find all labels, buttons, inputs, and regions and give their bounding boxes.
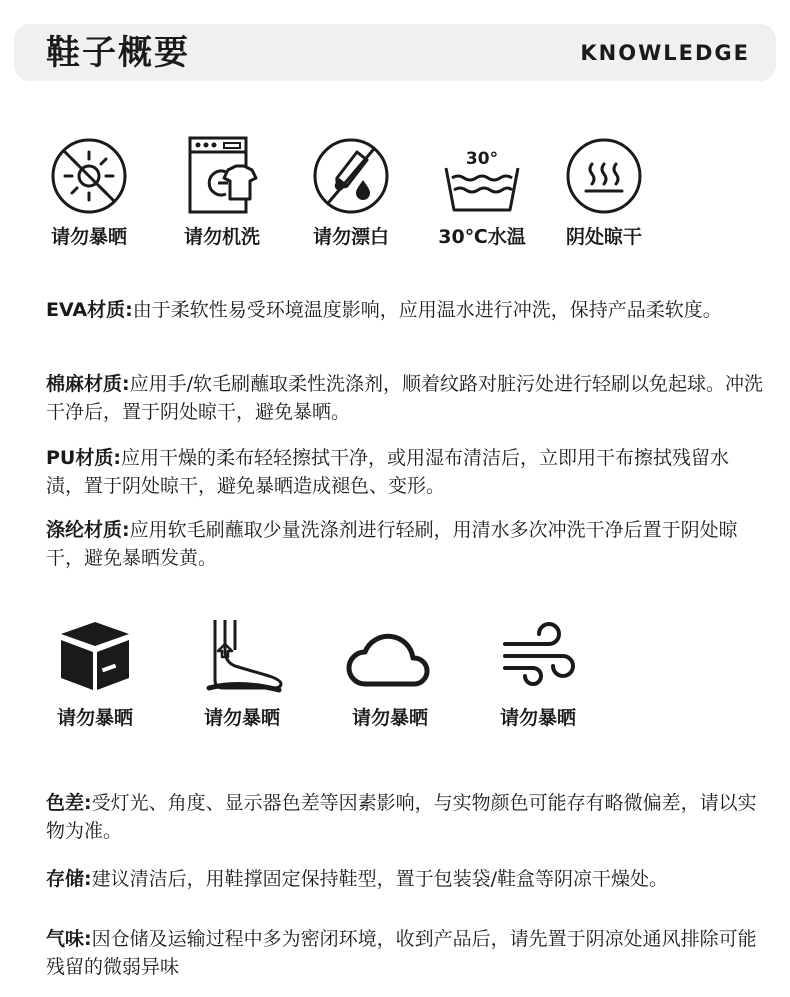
material-title: PU材质: xyxy=(46,447,121,469)
wind-icon xyxy=(493,618,583,693)
shade-dry-icon xyxy=(562,134,646,218)
page-title: 鞋子概要 xyxy=(46,33,190,73)
feature-icons-row xyxy=(0,618,790,733)
note-text: 受灯光、角度、显示器色差等因素影响，与实物颜色可能存有略微偏差，请以实物为准。 xyxy=(46,792,757,842)
care-label: 30℃水温 xyxy=(438,226,526,248)
care-item-no-sun xyxy=(24,130,154,250)
feature-item-wind xyxy=(473,618,603,733)
note-title: 存储: xyxy=(46,868,92,890)
material-text: 由于柔软性易受环境温度影响，应用温水进行冲洗，保持产品柔软度。 xyxy=(132,299,722,321)
note-title: 气味: xyxy=(46,928,92,950)
material-text: 应用手/软毛刷蘸取柔性洗涤剂，顺着纹路对脏污处进行轻刷以免起球。冲洗干净后，置于阴处晾干，避免暴晒。 xyxy=(46,373,764,423)
care-label: 请勿机洗 xyxy=(183,226,260,248)
care-label: 请勿漂白 xyxy=(312,226,389,248)
care-item-no-machine-wash xyxy=(157,130,287,250)
care-icons-row xyxy=(0,130,790,250)
material-text: 应用软毛刷蘸取少量洗涤剂进行轻刷，用清水多次冲洗干净后置于阴处晾干，避免暴晒发黄。 xyxy=(46,519,738,569)
no-sun-icon xyxy=(47,134,131,218)
material-title: 棉麻材质: xyxy=(46,373,130,395)
note-text: 建议清洁后，用鞋撑固定保持鞋型，置于包装袋/鞋盒等阴凉干燥处。 xyxy=(91,868,669,890)
header-bar xyxy=(14,24,776,81)
material-title: 涤纶材质: xyxy=(46,519,130,541)
material-cotton-linen xyxy=(46,370,766,426)
care-label: 请勿暴晒 xyxy=(50,226,127,248)
care-item-shade-dry xyxy=(539,130,669,250)
material-pu xyxy=(46,444,766,500)
note-text: 因仓储及运输过程中多为密闭环境，收到产品后，请先置于阴凉处通风排除可能残留的微弱异味 xyxy=(46,928,757,978)
material-eva xyxy=(46,296,766,324)
no-machine-wash-icon xyxy=(180,134,264,218)
care-item-no-bleach xyxy=(286,130,416,250)
material-polyester xyxy=(46,516,766,572)
water-30-icon xyxy=(440,134,524,218)
box-icon xyxy=(50,618,140,693)
page-subtitle: KNOWLEDGE xyxy=(580,41,750,65)
material-text: 应用干燥的柔布轻轻擦拭干净，或用湿布清洁后，立即用干布擦拭残留水渍，置于阴处晾干，避免暴晒造成褪色、变形。 xyxy=(46,447,729,497)
note-color-difference xyxy=(46,789,766,845)
feature-label: 请勿暴晒 xyxy=(499,707,576,729)
note-storage xyxy=(46,865,766,893)
feature-item-cloud xyxy=(325,618,455,733)
care-label: 阴处晾干 xyxy=(565,226,642,248)
feature-item-foot xyxy=(177,618,307,733)
feature-label: 请勿暴晒 xyxy=(56,707,133,729)
foot-arch-icon xyxy=(197,618,287,693)
feature-label: 请勿暴晒 xyxy=(203,707,280,729)
material-title: EVA材质: xyxy=(46,299,133,321)
temp-text: 30° xyxy=(465,149,499,169)
note-title: 色差: xyxy=(46,792,92,814)
feature-label: 请勿暴晒 xyxy=(351,707,428,729)
no-bleach-icon xyxy=(309,134,393,218)
care-item-water-30 xyxy=(417,130,547,250)
cloud-icon xyxy=(345,618,435,693)
note-odor xyxy=(46,925,766,981)
feature-item-box xyxy=(30,618,160,733)
